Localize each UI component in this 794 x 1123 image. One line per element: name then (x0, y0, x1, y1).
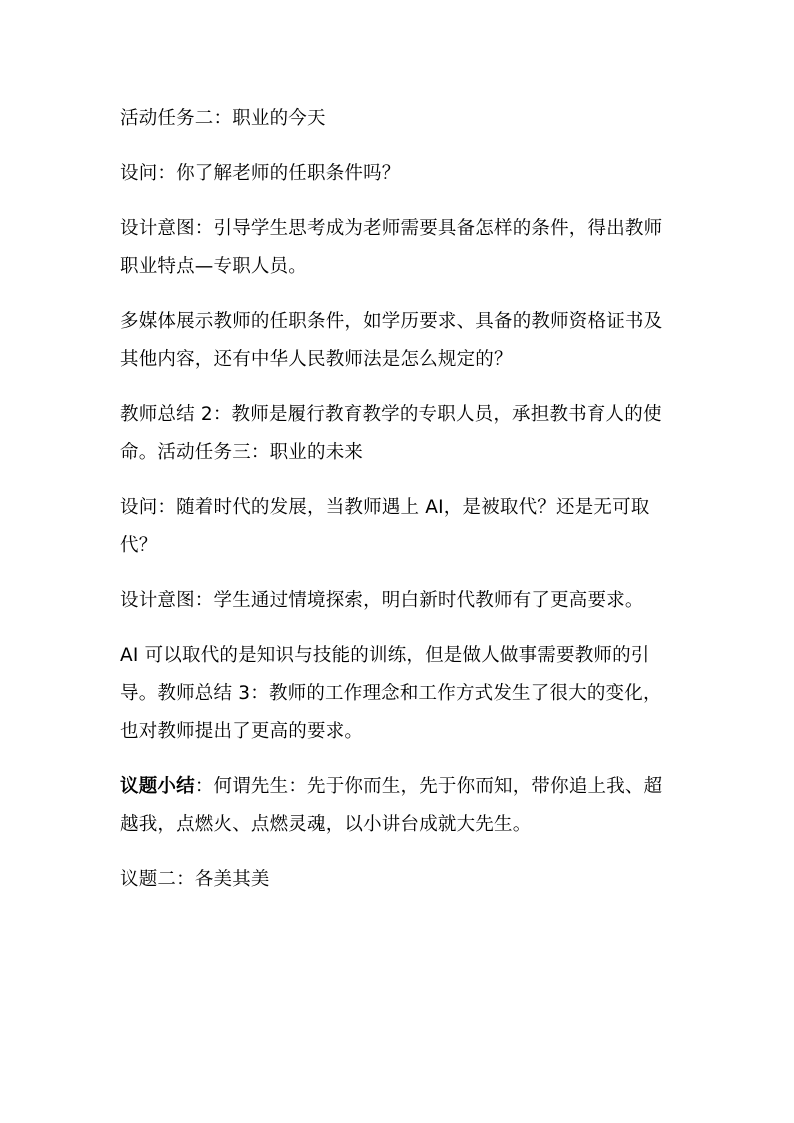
text-line: 设计意图：引导学生思考成为老师需要具备怎样的条件，得出教师 (120, 218, 663, 239)
text-line: 教师总结 2：教师是履行教育教学的专职人员，承担教书育人的使 (120, 404, 662, 425)
paragraph-ai-replacement (120, 637, 680, 751)
text-line: 其他内容，还有中华人民教师法是怎么规定的？ (120, 349, 513, 370)
text-line: 越我，点燃火、点燃灵魂，以小讲台成就大先生。 (120, 814, 532, 835)
document-body (120, 100, 680, 916)
text-line: 导。教师总结 3：教师的工作理念和工作方式发生了很大的变化， (120, 683, 662, 704)
paragraph-design-intent-two (120, 582, 680, 620)
text-line: 活动任务二：职业的今天 (120, 108, 326, 129)
paragraph-multimedia-display (120, 303, 680, 379)
text-line: 议题二：各美其美 (120, 869, 270, 890)
text-line: 设问：你了解老师的任职条件吗？ (120, 163, 401, 184)
text-line: 也对教师提出了更高的要求。 (120, 721, 364, 742)
text-line: 职业特点—专职人员。 (120, 256, 308, 277)
paragraph-topic-summary (120, 768, 680, 844)
text-line (120, 768, 680, 806)
paragraph-teacher-summary-two (120, 396, 680, 472)
text-line: 设问：随着时代的发展，当教师遇上 AI，是被取代？还是无可取 (120, 497, 650, 518)
topic-summary-label: 议题小结 (120, 776, 195, 797)
text-line: 多媒体展示教师的任职条件，如学历要求、具备的教师资格证书及 (120, 311, 663, 332)
paragraph-topic-two-heading (120, 861, 680, 899)
text-line: 代？ (120, 535, 158, 556)
paragraph-activity-task-two (120, 100, 680, 138)
topic-summary-text: ：何谓先生：先于你而生，先于你而知，带你追上我、超 (194, 776, 663, 797)
text-line: AI 可以取代的是知识与技能的训练，但是做人做事需要教师的引 (120, 645, 650, 666)
paragraph-question-ai (120, 489, 680, 565)
paragraph-question-qualifications (120, 155, 680, 193)
text-line: 命。活动任务三：职业的未来 (120, 442, 364, 463)
paragraph-design-intent-one (120, 210, 680, 286)
text-line: 设计意图：学生通过情境探索，明白新时代教师有了更高要求。 (120, 590, 644, 611)
